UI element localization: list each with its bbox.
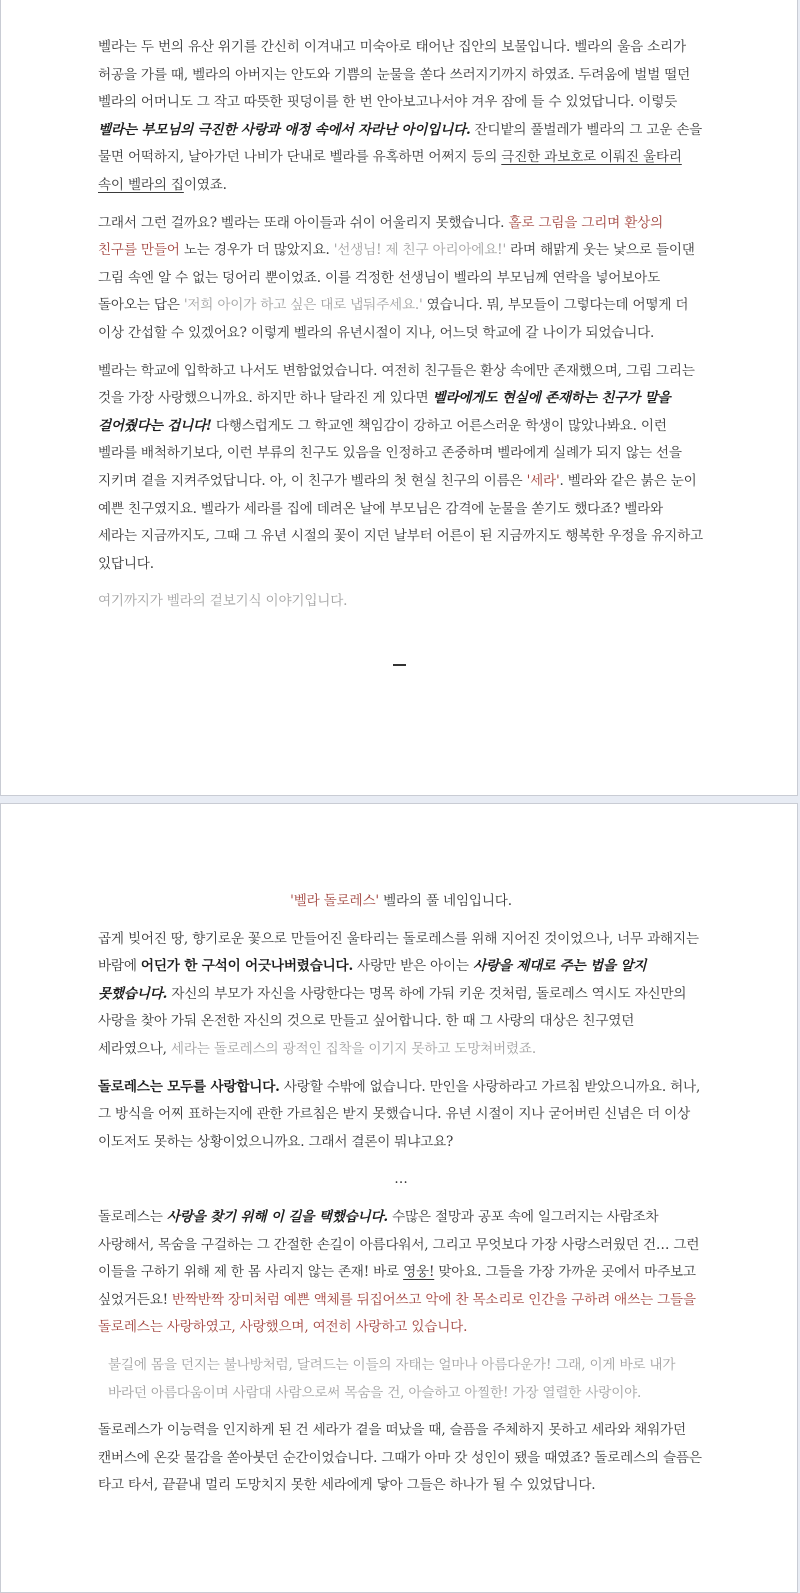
paragraph-love xyxy=(98,1074,704,1157)
text-span: 사랑만 받은 아이는 xyxy=(353,958,473,975)
bold-text: 어딘가 한 구석이 어긋나버렸습니다. xyxy=(140,958,354,975)
document-page-2 xyxy=(0,803,798,1593)
text-span: 였습니다. 뭐, 부모들이 그렇다는데 어떻게 더 이상 간섭할 수 있겠어요? 이렇게 벨라의 유년시절이 지나, 어느덧 학교에 갈 나이가 되었습니다. xyxy=(98,297,689,341)
page-2-content xyxy=(98,888,704,1500)
inner-monologue: 불길에 몸을 던지는 불나방처럼, 달려드는 이들의 자태는 얼마나 아름다운가! 그래, 이게 바로 내가 바라던 아름다움이며 사람대 사람으로써 목숨을 건, 아슬하고 아찔한! 가장 열렬한 사랑이야. xyxy=(108,1356,676,1401)
highlight-text: 반짝반짝 장미처럼 예쁜 액체를 뒤집어쓰고 악에 찬 목소리로 인간을 구하려 애쓰는 그들을 돌로레스는 사랑하였고, 사랑했으며, 여전히 사랑하고 있습니다. xyxy=(98,1291,696,1336)
emphasis-text: 벨라에게도 현실에 존재하는 친구가 말을 걸어줬다는 겁니다! xyxy=(98,390,671,434)
underlined-text: 극진한 과보호로 이뤄진 울타리 속이 벨라의 집 xyxy=(98,149,682,193)
text-span: 맞아요. 그들을 가장 가까운 곳에서 마주보고 싶었거든요! xyxy=(98,1264,696,1308)
paragraph-birth xyxy=(98,34,704,200)
text-span: 라며 해맑게 웃는 낯으로 들이댄 그림 속엔 알 수 없는 덩어리 뿐이었죠. 이를 걱정한 선생님이 벨라의 부모님께 연락을 넣어보아도 돌아오는 답은 xyxy=(98,242,695,314)
text-span: 잔디밭의 풀벌레가 벨라의 그 고운 손을 물면 어떡하지, 날아가던 나비가 단내로 벨라를 유혹하면 어쩌지 등의 xyxy=(98,121,703,166)
paragraph-school xyxy=(98,358,704,579)
text-span: 노는 경우가 더 많았지요. xyxy=(179,242,334,259)
muted-text: 세라는 돌로레스의 광적인 집착을 이기지 못하고 도망쳐버렸죠. xyxy=(170,1040,536,1057)
paragraph-closing: 여기까지가 벨라의 겉보기식 이야기입니다. xyxy=(98,593,348,610)
text-span: 돌로레스는 xyxy=(98,1208,167,1225)
quote-text: '선생님! 제 친구 아리아에요!' xyxy=(333,242,506,259)
text-span: 벨라는 두 번의 유산 위기를 간신히 이겨내고 미숙아로 태어난 집안의 보물입니다. 벨라의 울음 소리가 허공을 가를 때, 벨라의 아버지는 안도와 기쁨의 눈물을 쏟다 쓰러지기까지 하였죠. 두려움에 벌벌 떨던 벨라의 어머니도 그 작고 따뜻한 핏덩이를 한 번 안아보고나서야 겨우 잠에 들 수 있었답니다. 이렇듯 xyxy=(98,39,691,111)
highlight-text: 홀로 그림을 그리며 환상의 친구를 만들어 xyxy=(98,214,664,259)
text-span: 벨라는 학교에 입학하고 나서도 변함없었습니다. 여전히 친구들은 환상 속에만 존재했으며, 그림 그리는 것을 가장 사랑했으니까요. 하지만 하나 달라진 게 있다면 xyxy=(98,362,695,407)
underlined-text: 영웅! xyxy=(403,1264,435,1281)
text-span: 이였죠. xyxy=(183,176,227,193)
emphasis-text: 벨라는 부모님의 극진한 사랑과 애정 속에서 자라난 아이입니다. xyxy=(98,121,471,138)
text-span: 자신의 부모가 자신을 사랑한다는 명목 하에 가둬 키운 것처럼, 돌로레스 역시도 자신만의 사랑을 찾아 가둬 온전한 자신의 것으로 만들고 싶어합니다. 한 때 그 사랑의 대상은 친구였던 세라였으나, xyxy=(98,985,687,1057)
quote-text: '저희 아이가 하고 싶은 대로 냅둬주세요.' xyxy=(183,297,423,314)
text-span: 사랑할 수밖에 없습니다. 만인을 사랑하라고 가르침 받았으니까요. 허나, 그 방식을 어찌 표하는지에 관한 가르침은 받지 못했습니다. 유년 시절이 지나 굳어버린 신념은 더 이상 이도저도 못하는 상황이었으니까요. 그래서 결론이 뭐냐고요? xyxy=(98,1078,701,1150)
paragraph-path xyxy=(98,1204,704,1342)
highlight-name: '세라' xyxy=(526,472,560,489)
full-name: '벨라 돌로레스' xyxy=(290,893,379,909)
text-span: 그래서 그런 걸까요? 벨라는 또래 아이들과 쉬이 어울리지 못했습니다. xyxy=(98,214,509,231)
paragraph-childhood xyxy=(98,210,704,348)
text-span: 다행스럽게도 그 학교엔 책임감이 강하고 어른스러운 학생이 많았나봐요. 이런 벨라를 배척하기보다, 이런 부류의 친구도 있음을 인정하고 존중하며 벨라에게 실례가 되지 않는 선을 지키며 곁을 지켜주었답니다. 아, 이 친구가 벨라의 첫 현실 친구의 이름은 xyxy=(98,417,682,489)
ellipsis-divider: … xyxy=(394,1171,408,1188)
section-divider xyxy=(393,664,406,666)
paragraph-ability: 돌로레스가 이능력을 인지하게 된 건 세라가 곁을 떠났을 때, 슬픔을 주체하지 못하고 세라와 채워가던 캔버스에 온갖 물감을 쏟아붓던 순간이었습니다. 그때가 아마 갓 성인이 됐을 때였죠? 돌로레스의 슬픔은 타고 타서, 끝끝내 멀리 도망치지 못한 세라에게 닿아 그들은 하나가 될 수 있었답니다. xyxy=(98,1422,702,1494)
emphasis-text: 사랑을 제대로 주는 법을 알지 못했습니다. xyxy=(98,958,647,1002)
emphasis-text: 사랑을 찾기 위해 이 길을 택했습니다. xyxy=(166,1208,388,1225)
bold-text: 돌로레스는 모두를 사랑합니다. xyxy=(98,1078,280,1095)
text-span: 벨라의 풀 네임입니다. xyxy=(378,893,512,909)
section-heading xyxy=(98,888,704,916)
text-span: 수많은 절망과 공포 속에 일그러지는 사람조차 사랑해서, 목숨을 구걸하는 그 간절한 손길이 아름다워서, 그리고 무엇보다 가장 사랑스러웠던 건… 그런 이들을 구하기 위해 제 한 몸 사리지 않는 존재! 바로 xyxy=(98,1208,700,1281)
document-page-1 xyxy=(0,0,798,796)
page-1-content xyxy=(98,34,704,616)
text-span: . 벨라와 같은 붉은 눈이 예쁜 친구였지요. 벨라가 세라를 집에 데려온 날에 부모님은 감격에 눈물을 쏟기도 했다죠? 벨라와 세라는 지금까지도, 그때 그 유년 시절의 꽃이 지던 날부터 어른이 된 지금까지도 행복한 우정을 유지하고 있답니다. xyxy=(98,472,703,572)
text-span: 곱게 빚어진 땅, 향기로운 꽃으로 만들어진 울타리는 돌로레스를 위해 지어진 것이었으나, 너무 과해지는 바람에 xyxy=(98,930,699,975)
paragraph-fence xyxy=(98,926,704,1064)
